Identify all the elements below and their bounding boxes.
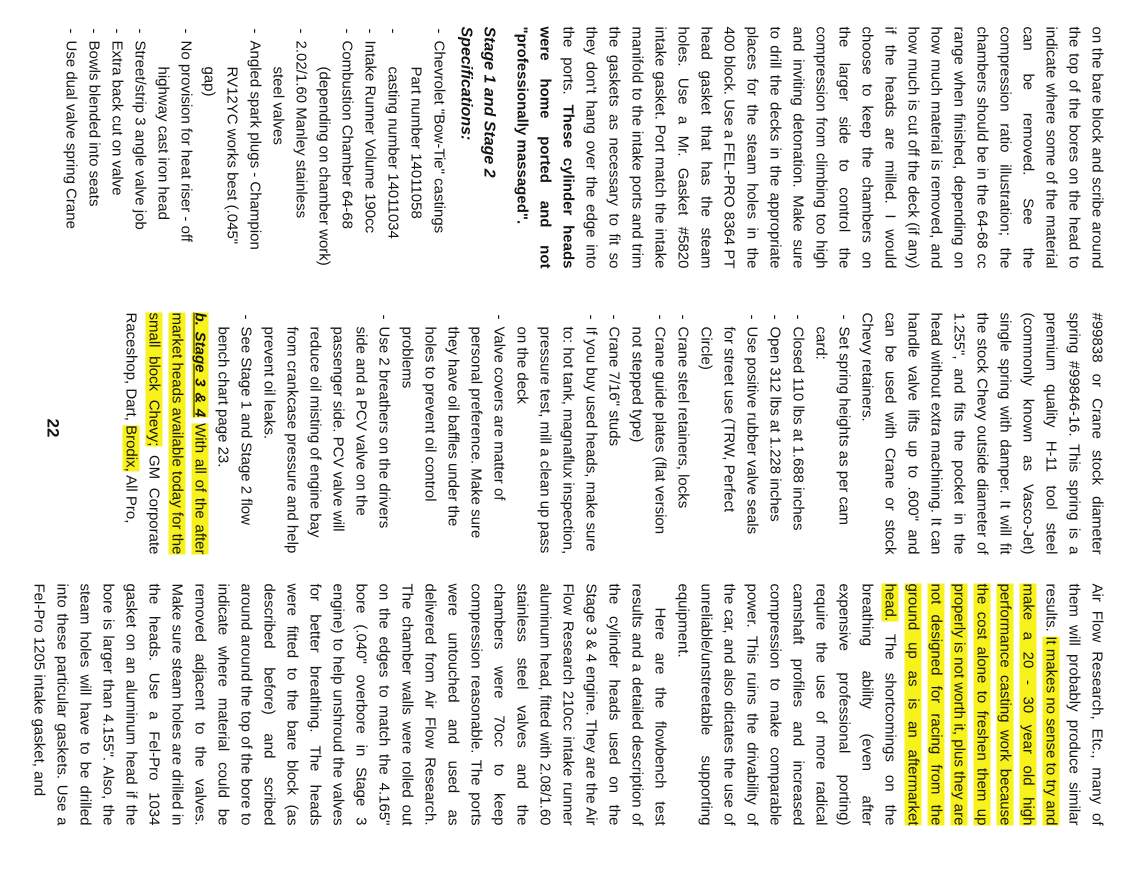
page-number: 22 (43, 418, 63, 438)
valve-spring-paragraph: #99838 or Crane stock diameter spring #99846-16. This spring is a premium quality H-11 tool steel (commonly known as Vasco-Jet) single spring with damper. It will fit the stock Chevy outside diameter of 1.255", and fits the pocket in the head without extra machining. It can handle valve lifts up to .600" and can be used with Crane or stock Chevy retainers. (858, 312, 1106, 555)
spec-item-main: Angled spark plugs - Champion (246, 40, 264, 250)
spec-item-sub: (depending on chamber work) (315, 66, 333, 266)
left-column (62, 26, 1109, 269)
spec-item (405, 27, 451, 269)
flowbench-paragraph: Here are the flowbench test results and a detailed description of the cylinder heads used on the Stage 3 & 4 engine. They are the Air Flow Research 210cc intake runner aluminum head, fitted with 2.08/1.60 stainless steel valves and the chambers were 70cc to keep compression reasonable. The ports were untouched and used as delivered from Air Flow Research. The chamber walls were rolled out on the edges to match the 4.165" bore (.040" overbore in Stage 3 engine) to help unshroud the valves for better breathing. The heads were fitted to the bare block (as described before) and scribed around around the top of the bore to indicate where material could be removed adjacent to the valves. Make sure steam holes are drilled in the heads. Use a Fel-Pro 1034 gasket on an aluminum head if the bore is larger than 4.155". Also, the steam holes will have to be drilled into these particular gaskets. Use a Fel-Pro 1205 intake gasket, and (30, 583, 669, 826)
middle-column (79, 313, 1109, 555)
spec-item (83, 27, 106, 269)
left-column-intro-paragraph (511, 27, 1109, 269)
spec-item-main: Bowls blended into seats (85, 40, 103, 207)
aftermarket-text: Air Flow Research, Etc., many of them will probably produce similar results. (1042, 583, 1106, 826)
left-intro-text: on the bare block and scribe around the top of the bores on the head to indicate where some of the material can be removed. See the compression ratio illustration; the chambers should be in the 64-68 cc range when finished, depending on how much material is removed, and how much is cut off the deck (if any) if the heads are milled. I would choose to keep the chambers on the larger side to control the compression from climbing too high and inviting detonation. Make sure to drill the decks in the appropriate places for the steam holes in the 400 block. Use a FEL-PRO 8364 PT head gasket that has the steam holes. Use a Mr. Gasket #5820 intake gasket. Port match the intake manifold to the intake ports and trim the gaskets as necessary to fit so they don't hang over the edge into the ports. (559, 26, 1106, 269)
valve-train-item: - See Stage 1 and Stage 2 flow bench chart page 23. (212, 313, 258, 555)
valve-train-item: - Set spring heights as per cam card: (810, 313, 856, 555)
stage-3-4-text: GM Corporate Raceshop, Dart, (122, 312, 163, 555)
valve-train-item: - Crane guide plates (flat version not stepped type) (626, 313, 672, 555)
spec-item-sub: steel valves (269, 66, 287, 145)
valve-train-item: - Crane 7/16" studs (603, 313, 626, 555)
aftermarket-heads-paragraph (672, 584, 1109, 826)
spec-item-main: 2.02/1.60 Manley stainless (292, 40, 310, 219)
spec-item (129, 27, 152, 269)
right-column (30, 583, 1109, 826)
spec-item-sub: - casting number 14011034 (384, 66, 402, 239)
aftermarket-text-continued: The shortcomings on the breathing ability (even after expensive professional porting) require the use of more radical camshaft profiles and increased compression to make comparable power. This ruins the drivability of the car, and also dictates the use of unreliable/unstreetable supporting equipment. (674, 583, 899, 826)
spec-item-main: Extra back cut on valve (108, 40, 126, 196)
spec-item-main: Chevrolet "Bow-Tie" castings (430, 40, 448, 234)
valve-train-item: - If you buy used heads, make sure to: hot tank, magnaflux inspection, pressure test, mill a clean up pass on the deck (511, 313, 603, 555)
spec-item (382, 27, 405, 269)
stage-3-4-text-end: All Pro, (122, 475, 140, 524)
valve-train-item: - Open 312 lbs at 1.228 inches (764, 313, 787, 555)
spec-item (313, 27, 359, 269)
valve-train-item: - Use 2 breathers on the drivers side and a PCV valve on the passenger side. PCV valve will reduce oil misting of engine bay from crankcase pressure and help prevent oil leaks. (258, 313, 396, 555)
valve-train-item: - Use positive rubber valve seals for street use (TRW, Perfect Circle) (695, 313, 764, 555)
stage-3-4-heading: b. Stage 3 & 4 (191, 312, 209, 418)
spec-item (267, 27, 313, 269)
brodix-highlight: Brodix, (122, 425, 140, 472)
spec-item (198, 27, 267, 269)
spec-item-sub: Part number 14011058 (407, 66, 425, 219)
stage-3-4-paragraph (120, 313, 212, 555)
spec-item-sub: highway cast iron head (154, 66, 172, 220)
aftermarket-highlight: It makes no sense to try and make a 20 - 30 year old high performance casting work because the cost alone to freshen them up properly is not worth it, plus they are not designed for racing from the ground up as is an aftermarket head. (881, 583, 1060, 826)
spec-item (152, 27, 198, 269)
spec-item (106, 27, 129, 269)
home-ported-note: These cylinder heads were home ported and not "professionally massaged". (513, 26, 577, 269)
valve-train-item: - Closed 110 lbs at 1.688 inches (787, 313, 810, 555)
specifications-title: Specifications: (457, 26, 475, 141)
spec-item-sub: RV12YC works best (.045" gap) (200, 66, 241, 245)
spec-item-main: No provision for heat riser - off (177, 40, 195, 242)
stage-1-2-spec-list (60, 27, 451, 269)
stage-1-2-title: Stage 1 and Stage 2 (480, 26, 498, 178)
spec-item-main: Street/strip 3 angle valve job (131, 40, 149, 230)
stage-3-4-highlight: With all of the after market heads available today for the small block Chevy; (145, 312, 209, 555)
spec-item (359, 27, 382, 269)
valve-train-item: - Valve covers are matter of personal preference. Make sure they have oil baffles under the holes to prevent oil control problems (396, 313, 511, 555)
stage-1-2-heading (455, 27, 501, 269)
spec-item (60, 27, 83, 269)
valve-train-item: - Crane steel retainers, locks (672, 313, 695, 555)
valve-train-list (212, 313, 856, 555)
rotated-document-page (0, 1, 1145, 873)
spec-item-main: Combustion Chamber 64-68 (338, 40, 356, 229)
spec-item-main: Intake Runner Volume 190cc (361, 40, 379, 234)
spec-item-main: Use dual valve spring Crane (62, 40, 80, 229)
